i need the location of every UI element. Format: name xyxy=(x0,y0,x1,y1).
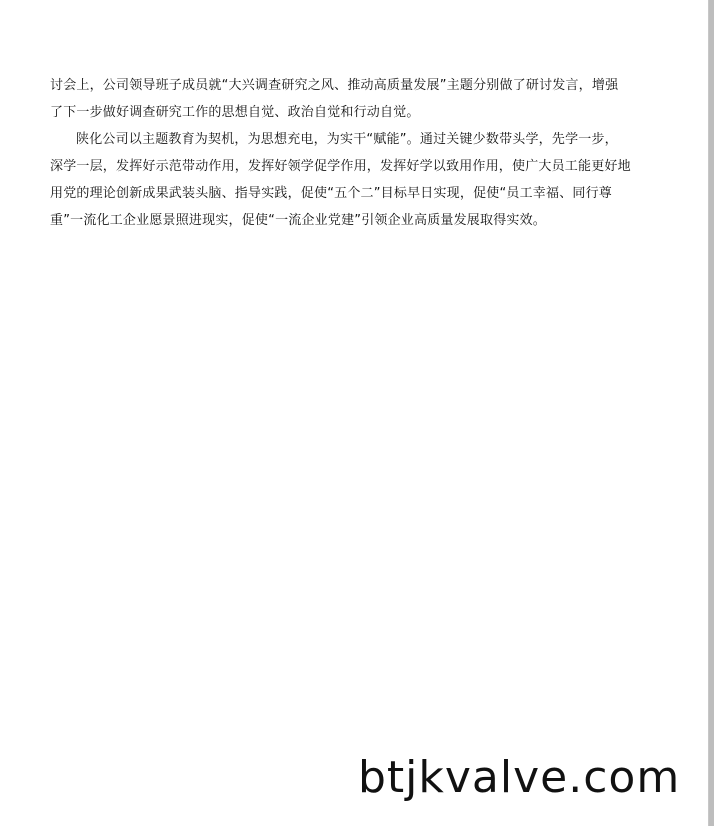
vertical-scrollbar[interactable] xyxy=(708,0,714,826)
paragraph-2-line-2: 深学一层，发挥好示范带动作用，发挥好领学促学作用，发挥好学以致用作用，使广大员工能更好地 xyxy=(50,159,631,174)
paragraph-1-line-1: 讨会上，公司领导班子成员就“大兴调查研究之风、推动高质量发展”主题分别做了研讨发言，增强 xyxy=(50,78,619,93)
paragraph-2-line-4: 重”一流化工企业愿景照进现实，促使“一流企业党建”引领企业高质量发展取得实效。 xyxy=(50,213,547,228)
site-watermark: btjkvalve.com xyxy=(358,752,681,803)
scrollbar-thumb[interactable] xyxy=(709,0,714,826)
paragraph-2-line-1: 陕化公司以主题教育为契机，为思想充电，为实干“赋能”。通过关键少数带头学，先学一步， xyxy=(76,132,618,147)
paragraph-1-line-2: 了下一步做好调查研究工作的思想自觉、政治自觉和行动自觉。 xyxy=(50,105,420,120)
paragraph-2-line-3: 用党的理论创新成果武装头脑、指导实践，促使“五个二”目标早日实现，促使“员工幸福、同行尊 xyxy=(50,186,613,201)
document-body xyxy=(50,72,660,234)
